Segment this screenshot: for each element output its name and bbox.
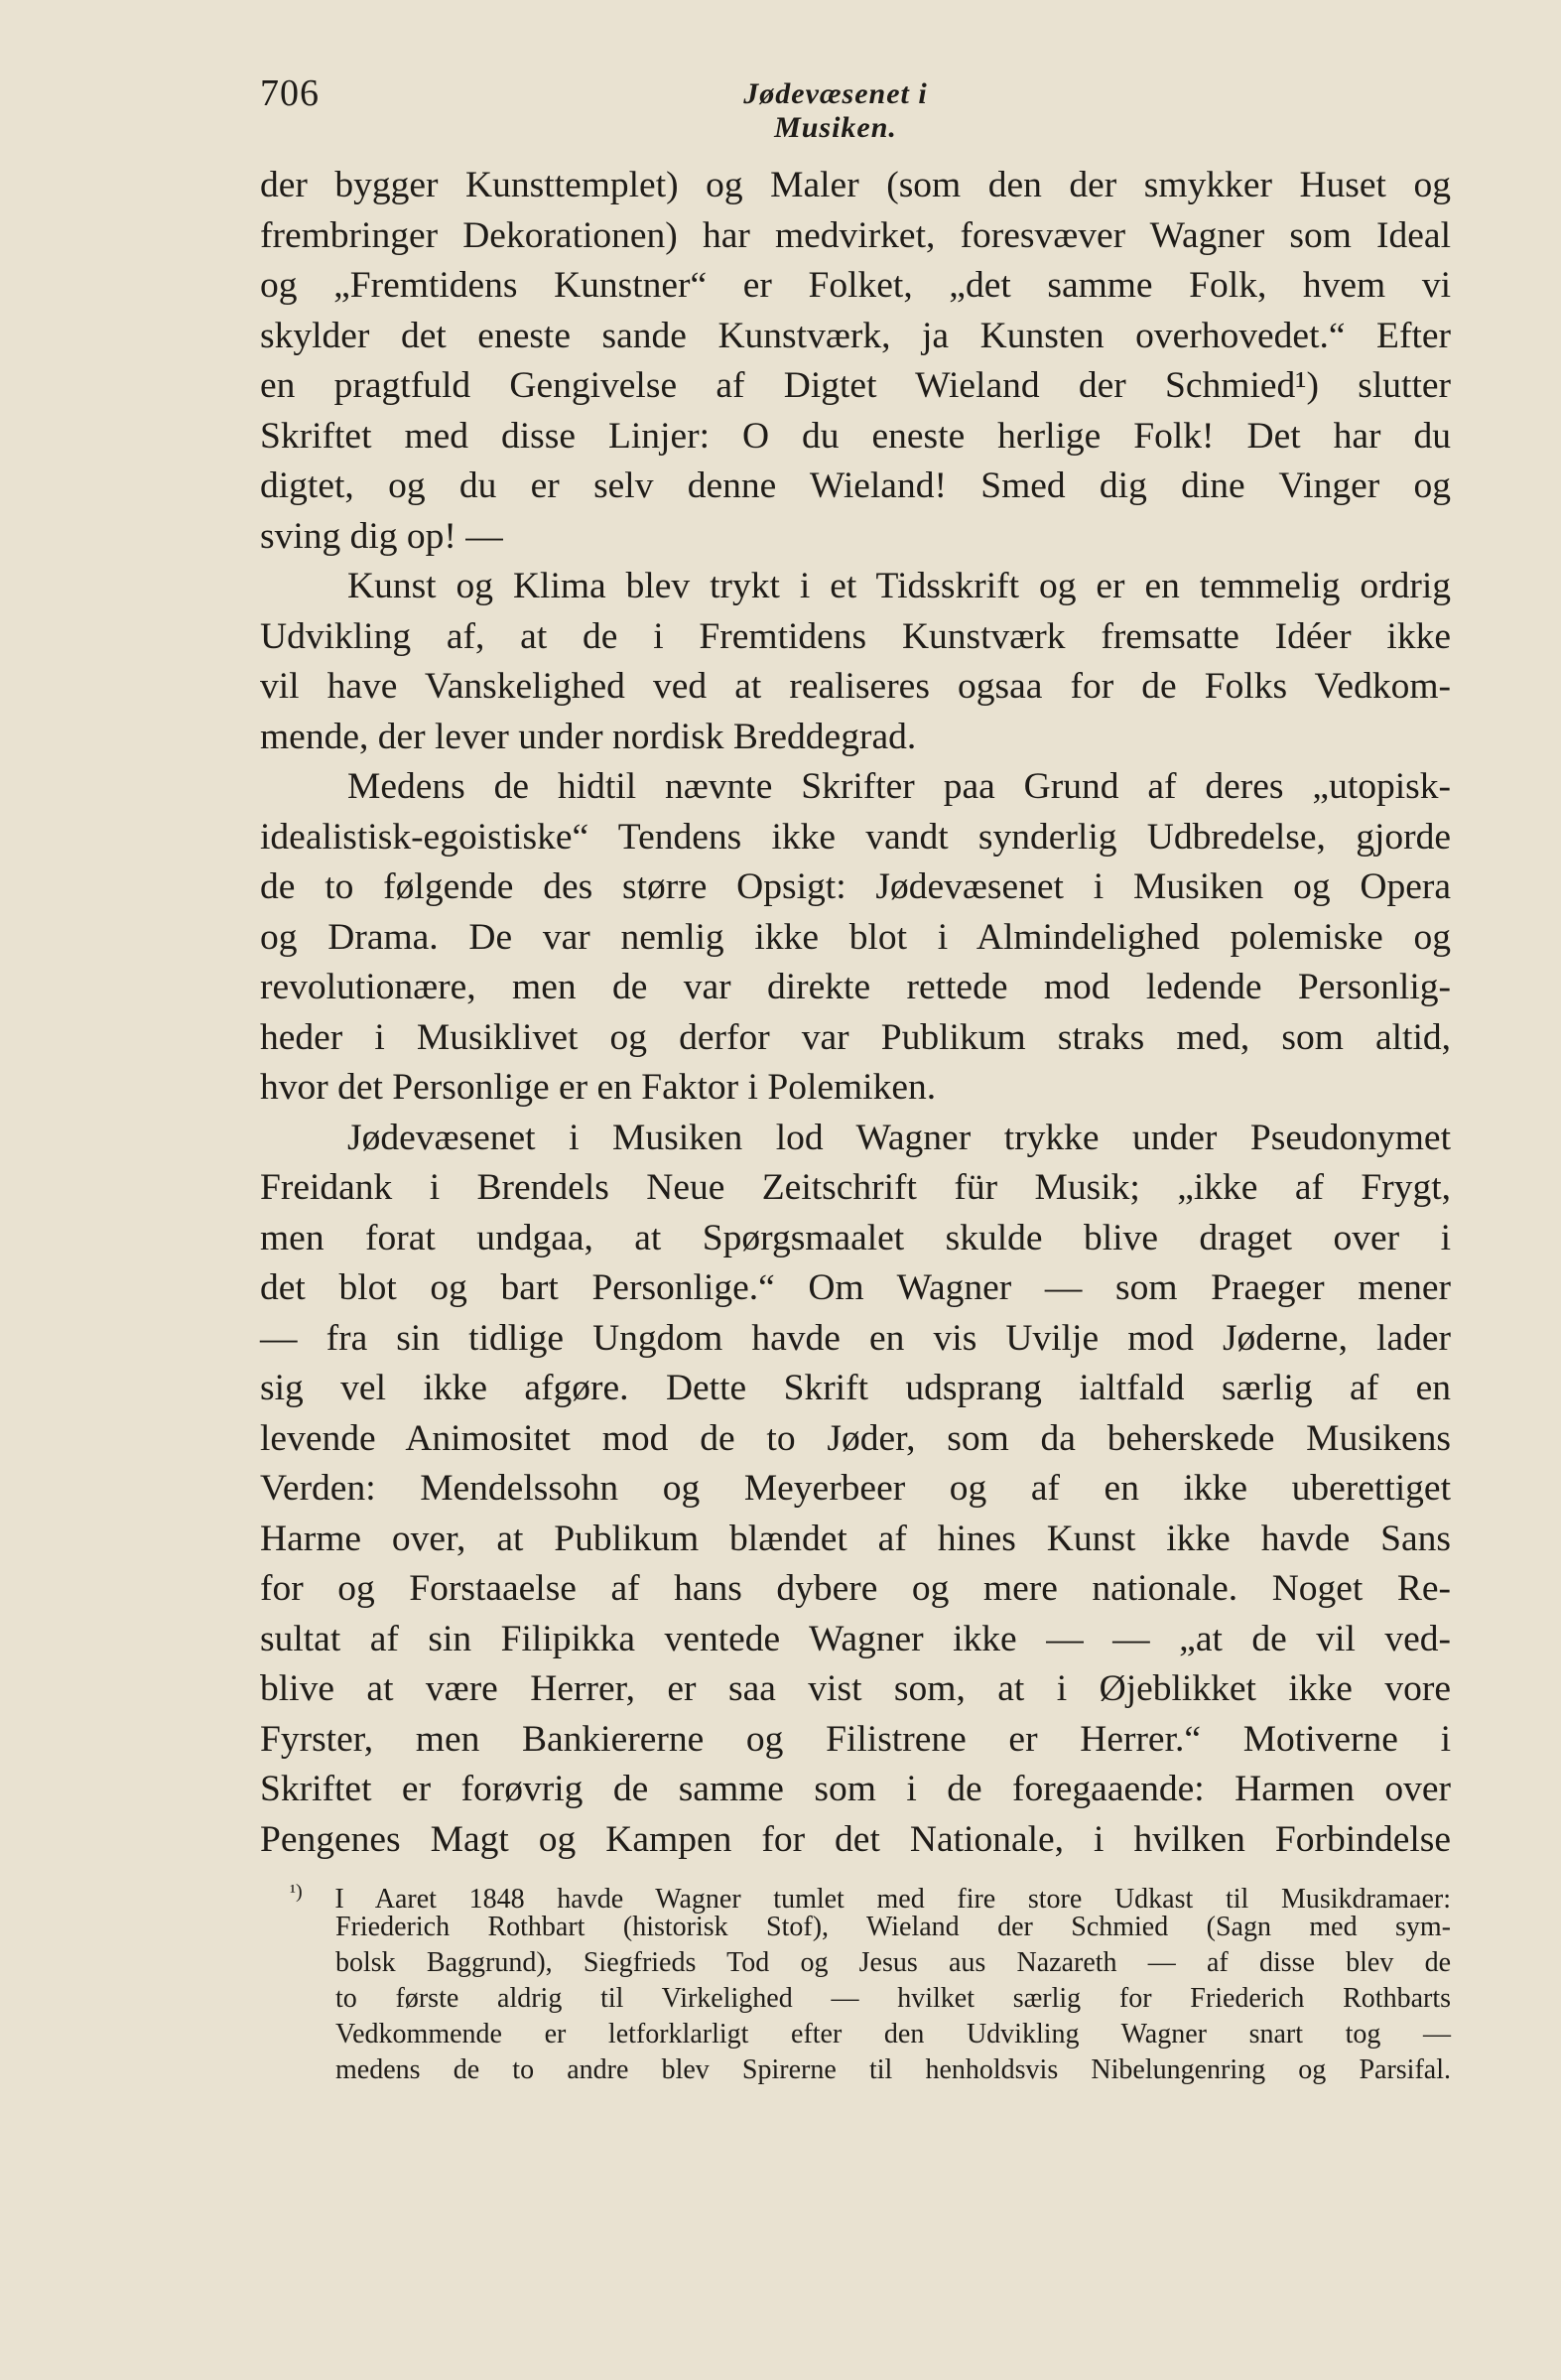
text-line: sig vel ikke afgøre. Dette Skrift udsprang ialtfald særlig af en — [260, 1368, 1451, 1408]
text-line: og „Fremtidens Kunstner“ er Folket, „det samme Folk, hvem vi — [260, 265, 1451, 306]
text-line: skylder det eneste sande Kunstværk, ja Kunsten overhovedet.“ Efter — [260, 315, 1451, 356]
text-line: blive at være Herrer, er saa vist som, at i Øjeblikket ikke vore — [260, 1668, 1451, 1709]
text-line: heder i Musiklivet og derfor var Publikum straks med, som altid, — [260, 1016, 1451, 1058]
footnote-line: Friederich Rothbart (historisk Stof), Wieland der Schmied (Sagn med sym- — [335, 1912, 1451, 1942]
running-title: Jødevæsenet i Musiken. — [743, 77, 928, 144]
text-line: mende, der lever under nordisk Breddegrad. — [260, 716, 917, 757]
text-line: en pragtfuld Gengivelse af Digtet Wieland der Schmied¹) slutter — [260, 365, 1451, 406]
text-line: frembringer Dekorationen) har medvirket, foresvæver Wagner som Ideal — [260, 214, 1451, 256]
body-text — [260, 161, 1451, 1865]
text-line: Udvikling af, at de i Fremtidens Kunstværk fremsatte Idéer ikke — [260, 615, 1451, 657]
text-line: digtet, og du er selv denne Wieland! Smed dig dine Vinger og — [260, 465, 1451, 506]
footnote-line — [260, 1874, 1452, 1915]
text-line: Kunst og Klima blev trykt i et Tidsskrift og er en temmelig ordrig — [347, 566, 1451, 606]
text-line: og Drama. De var nemlig ikke blot i Almindelighed polemiske og — [260, 916, 1451, 958]
footnote-marker: ¹) — [290, 1881, 303, 1903]
text-line: revolutionære, men de var direkte rettede mod ledende Personlig- — [260, 967, 1451, 1007]
text-line: Medens de hidtil nævnte Skrifter paa Grund af deres „utopisk- — [347, 766, 1451, 807]
footnote-line: Vedkommende er letforklarligt efter den Udvikling Wagner snart tog — — [335, 2019, 1451, 2049]
text-line: hvor det Personlige er en Faktor i Polemiken. — [260, 1067, 937, 1108]
text-line: Fyrster, men Bankiererne og Filistrene er Herrer.“ Motiverne i — [260, 1718, 1451, 1760]
text-line: det blot og bart Personlige.“ Om Wagner — som Praeger mener — [260, 1267, 1451, 1308]
text-line: der bygger Kunsttemplet) og Maler (som den der smykker Huset og — [260, 165, 1451, 205]
text-line: levende Animositet mod de to Jøder, som da beherskede Musikens — [260, 1417, 1451, 1459]
text-line: Verden: Mendelssohn og Meyerbeer og af en ikke uberettiget — [260, 1468, 1451, 1509]
text-line: Harme over, at Publikum blændet af hines Kunst ikke havde Sans — [260, 1518, 1451, 1559]
text-line: men forat undgaa, at Spørgsmaalet skulde blive draget over i — [260, 1217, 1451, 1258]
text-line: Jødevæsenet i Musiken lod Wagner trykke under Pseudonymet — [347, 1117, 1451, 1158]
text-line: sving dig op! — — [260, 515, 503, 557]
footnote-line-text: I Aaret 1848 havde Wagner tumlet med fire store Udkast til Musikdramaer: — [334, 1884, 1452, 1915]
running-head — [260, 71, 1451, 144]
text-line: for og Forstaaelse af hans dybere og mere nationale. Noget Re- — [260, 1568, 1451, 1609]
text-line: Skriftet er forøvrig de samme som i de foregaaende: Harmen over — [260, 1769, 1451, 1809]
text-line: Pengenes Magt og Kampen for det Nationale, i hvilken Forbindelse — [260, 1818, 1451, 1860]
text-line: Freidank i Brendels Neue Zeitschrift für Musik; „ikke af Frygt, — [260, 1167, 1451, 1208]
footnote-line: to første aldrig til Virkelighed — hvilket særlig for Friederich Rothbarts — [335, 1983, 1451, 2014]
footnote — [260, 1874, 1451, 2088]
text-line: idealistisk-egoistiske“ Tendens ikke vandt synderlig Udbredelse, gjorde — [260, 816, 1451, 858]
text-line: vil have Vanskelighed ved at realiseres ogsaa for de Folks Vedkom- — [260, 666, 1451, 707]
text-line: Skriftet med disse Linjer: O du eneste herlige Folk! Det har du — [260, 415, 1451, 457]
text-line: de to følgende des større Opsigt: Jødevæsenet i Musiken og Opera — [260, 866, 1451, 907]
page-number: 706 — [260, 72, 320, 114]
footnote-line: bolsk Baggrund), Siegfrieds Tod og Jesus aus Nazareth — af disse blev de — [335, 1947, 1451, 1978]
text-line: sultat af sin Filipikka ventede Wagner ikke — — „at de vil ved- — [260, 1618, 1451, 1659]
footnote-line: medens de to andre blev Spirerne til henholdsvis Nibelungenring og Parsifal. — [335, 2054, 1451, 2085]
text-line: — fra sin tidlige Ungdom havde en vis Uvilje mod Jøderne, lader — [260, 1317, 1451, 1359]
